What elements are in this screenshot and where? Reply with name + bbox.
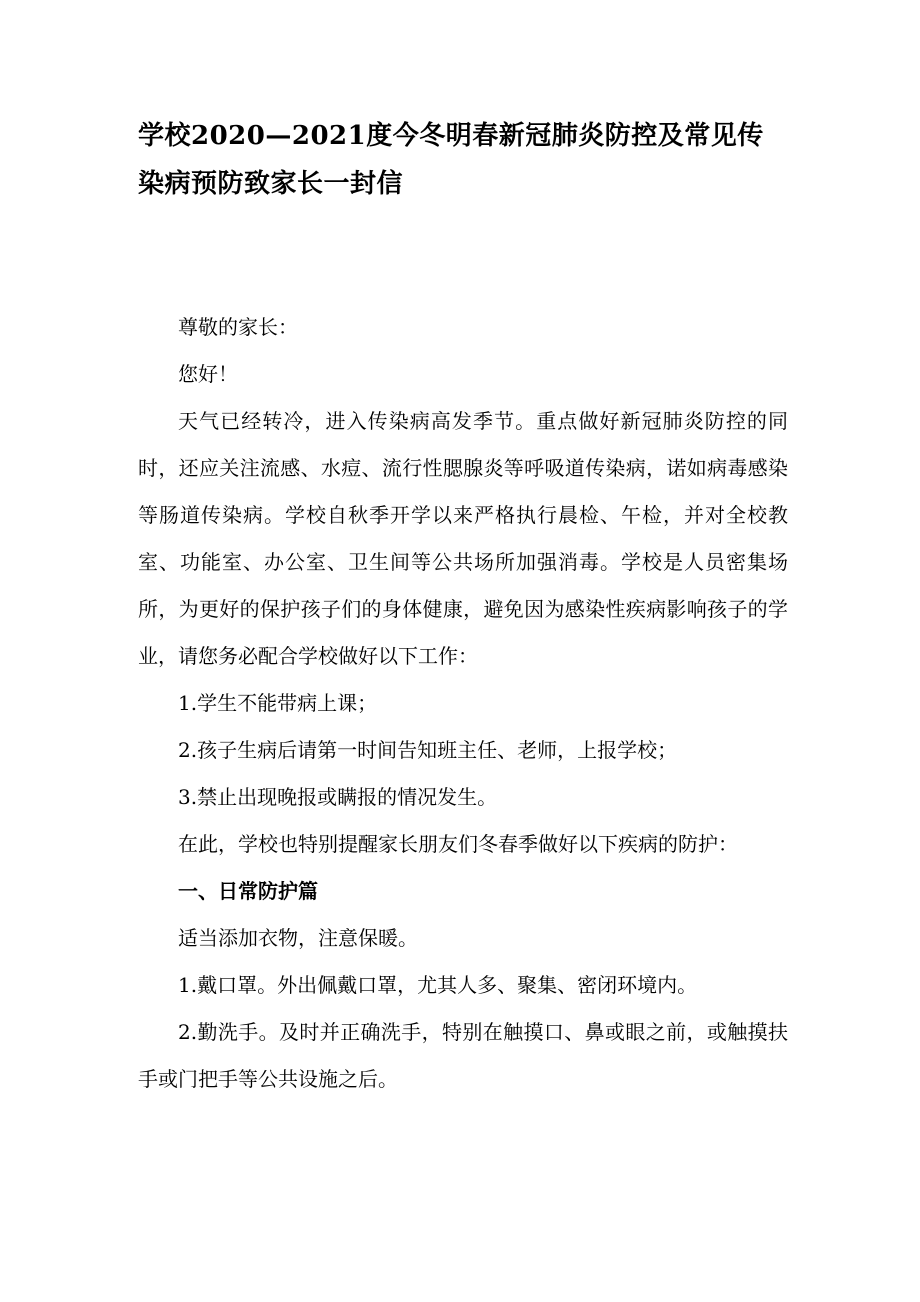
intro-paragraph: 天气已经转冷，进入传染病高发季节。重点做好新冠肺炎防控的同时，还应关注流感、水痘、流行性腮腺炎等呼吸道传染病，诺如病毒感染等肠道传染病。学校自秋季开学以来严格执行晨检、午检，并对全校教室、功能室、办公室、卫生间等公共场所加强消毒。学校是人员密集场所，为更好的保护孩子们的身体健康，避免因为感染性疾病影响孩子的学业，请您务必配合学校做好以下工作： [138, 409, 788, 668]
clothing-advice: 适当添加衣物，注意保暖。 [178, 926, 418, 950]
document-body [138, 304, 788, 1103]
requirement-item-1: 1.学生不能带病上课； [178, 691, 378, 715]
section-heading-daily-protection: 一、日常防护篇 [178, 879, 318, 903]
protection-item-2: 2.勤洗手。及时并正确洗手，特别在触摸口、鼻或眼之前，或触摸扶手或门把手等公共设施之后。 [138, 1020, 788, 1091]
salutation: 尊敬的家长： [178, 315, 298, 339]
requirement-item-3: 3.禁止出现晚报或瞒报的情况发生。 [178, 785, 498, 809]
document-title: 学校2020—2021度今冬明春新冠肺炎防控及常见传染病预防致家长一封信 [138, 121, 764, 199]
requirement-item-2: 2.孩子生病后请第一时间告知班主任、老师，上报学校； [178, 738, 678, 762]
reminder-paragraph: 在此，学校也特别提醒家长朋友们冬春季做好以下疾病的防护： [178, 832, 738, 856]
protection-item-1: 1.戴口罩。外出佩戴口罩，尤其人多、聚集、密闭环境内。 [178, 973, 698, 997]
greeting: 您好！ [178, 362, 238, 386]
